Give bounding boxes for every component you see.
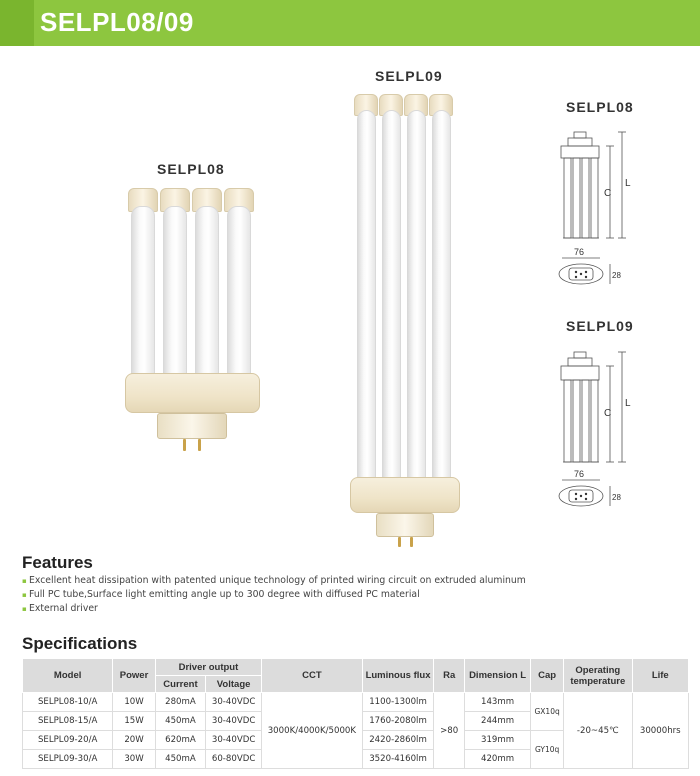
banner-accent [0,0,34,46]
dim-l-09: L [625,398,631,409]
cell-flux: 1100-1300lm [362,693,434,712]
col-cap: Cap [531,659,564,693]
col-driver-output: Driver output [155,659,261,676]
page-title: SELPL08/09 [40,7,194,37]
dim-c-08: C [604,188,612,199]
cell-ra: >80 [434,693,465,769]
cell-power: 10W [113,693,155,712]
selpl09-technical-drawing [548,340,638,515]
col-model: Model [23,659,113,693]
col-current: Current [155,676,205,693]
cell-model: SELPL08-10/A [23,693,113,712]
cell-power: 20W [113,731,155,750]
cell-cap: GY10q [531,731,564,769]
features-list [22,574,526,616]
selpl08-lamp-image [125,188,260,453]
dim-depth-09: 28 [612,493,621,502]
col-flux: Luminous flux [362,659,434,693]
col-temp: Operating temperature [564,659,632,693]
cell-voltage: 30-40VDC [206,693,262,712]
cell-temp: -20~45℃ [564,693,632,769]
selpl08-technical-drawing [548,120,638,295]
header-banner [0,0,700,46]
selpl09-lamp-image [350,94,460,549]
features-title: Features [22,553,93,572]
cell-power: 15W [113,712,155,731]
cell-flux: 1760-2080lm [362,712,434,731]
col-cct: CCT [262,659,363,693]
col-power: Power [113,659,155,693]
cell-dimension: 244mm [464,712,530,731]
col-life: Life [632,659,688,693]
cell-model: SELPL09-20/A [23,731,113,750]
cell-life: 30000hrs [632,693,688,769]
feature-item: ▪ Full PC tube,Surface light emitting angle up to 300 degree with diffused PC material [22,588,526,602]
dim-c-09: C [604,408,612,419]
specifications-table [22,658,689,769]
dim-depth-08: 28 [612,271,621,280]
dim-width-09: 76 [574,469,585,479]
specifications-title: Specifications [22,634,138,653]
cell-current: 450mA [155,712,205,731]
dim-width-08: 76 [574,247,585,257]
col-voltage: Voltage [206,676,262,693]
cell-power: 30W [113,750,155,769]
cell-dimension: 319mm [464,731,530,750]
cell-current: 450mA [155,750,205,769]
cell-dimension: 143mm [464,693,530,712]
cell-voltage: 30-40VDC [206,712,262,731]
cell-flux: 3520-4160lm [362,750,434,769]
photo-label-selpl08: SELPL08 [157,161,225,177]
table-row [23,693,689,712]
feature-item: ▪ Excellent heat dissipation with patented unique technology of printed wiring circuit on extruded aluminum [22,574,526,588]
cell-current: 620mA [155,731,205,750]
drawing-label-selpl09: SELPL09 [566,318,634,334]
cell-dimension: 420mm [464,750,530,769]
cell-flux: 2420-2860lm [362,731,434,750]
cell-model: SELPL08-15/A [23,712,113,731]
cell-current: 280mA [155,693,205,712]
cell-voltage: 30-40VDC [206,731,262,750]
cell-cap: GX10q [531,693,564,731]
cell-cct: 3000K/4000K/5000K [262,693,363,769]
dim-l-08: L [625,178,631,189]
drawing-label-selpl08: SELPL08 [566,99,634,115]
feature-item: ▪ External driver [22,602,526,616]
photo-label-selpl09: SELPL09 [375,68,443,84]
col-dimension: Dimension L [464,659,530,693]
col-ra: Ra [434,659,465,693]
cell-model: SELPL09-30/A [23,750,113,769]
cell-voltage: 60-80VDC [206,750,262,769]
